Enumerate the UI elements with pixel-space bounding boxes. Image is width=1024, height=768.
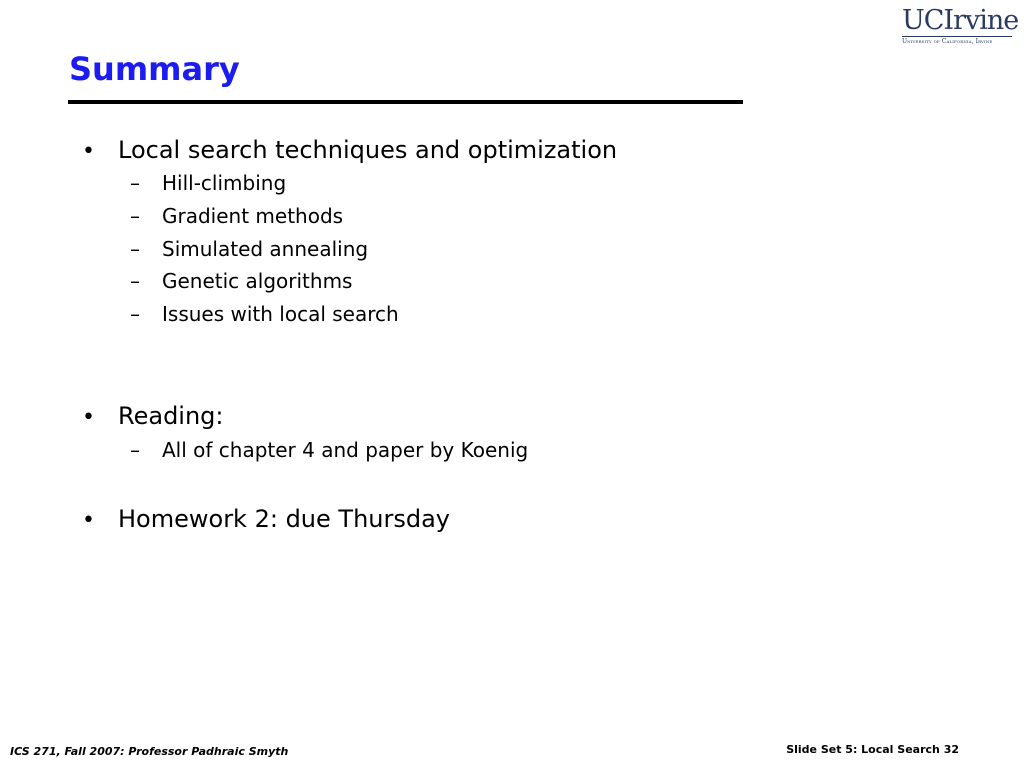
bullet-marker: • <box>82 508 95 533</box>
bullet-item <box>82 504 450 536</box>
footer-course-info: ICS 271, Fall 2007: Professor Padhraic Smyth <box>10 745 289 758</box>
sub-bullet-text: Hill-climbing <box>162 171 287 195</box>
slide-title: Summary <box>69 50 240 88</box>
bullet-marker: • <box>82 405 95 430</box>
title-underline <box>68 100 743 104</box>
sub-bullet-item <box>130 236 368 262</box>
bullet-item <box>82 401 224 433</box>
footer-slide-number: Slide Set 5: Local Search 32 <box>786 743 959 756</box>
sub-bullet-marker: – <box>130 302 140 326</box>
uci-logo <box>900 5 1019 48</box>
sub-bullet-marker: – <box>130 171 140 195</box>
sub-bullet-marker: – <box>130 269 140 293</box>
bullet-text: Homework 2: due Thursday <box>118 505 451 533</box>
logo-wordmark: UCIrvine <box>902 5 1019 36</box>
sub-bullet-item <box>130 170 286 196</box>
sub-bullet-item <box>130 301 399 327</box>
sub-bullet-item <box>130 268 352 294</box>
sub-bullet-text: Genetic algorithms <box>162 269 353 293</box>
sub-bullet-text: Simulated annealing <box>162 237 369 261</box>
logo-divider <box>902 36 1012 37</box>
sub-bullet-item <box>130 437 528 463</box>
sub-bullet-text: All of chapter 4 and paper by Koenig <box>162 438 529 462</box>
sub-bullet-marker: – <box>130 204 140 228</box>
bullet-text: Local search techniques and optimization <box>118 136 618 164</box>
bullet-item <box>82 135 617 167</box>
sub-bullet-text: Issues with local search <box>162 302 399 326</box>
bullet-marker: • <box>82 139 95 164</box>
sub-bullet-marker: – <box>130 438 140 462</box>
sub-bullet-item <box>130 203 343 229</box>
logo-subtitle: University of California, Irvine <box>902 38 993 45</box>
sub-bullet-marker: – <box>130 237 140 261</box>
bullet-text: Reading: <box>118 402 224 430</box>
sub-bullet-text: Gradient methods <box>162 204 344 228</box>
